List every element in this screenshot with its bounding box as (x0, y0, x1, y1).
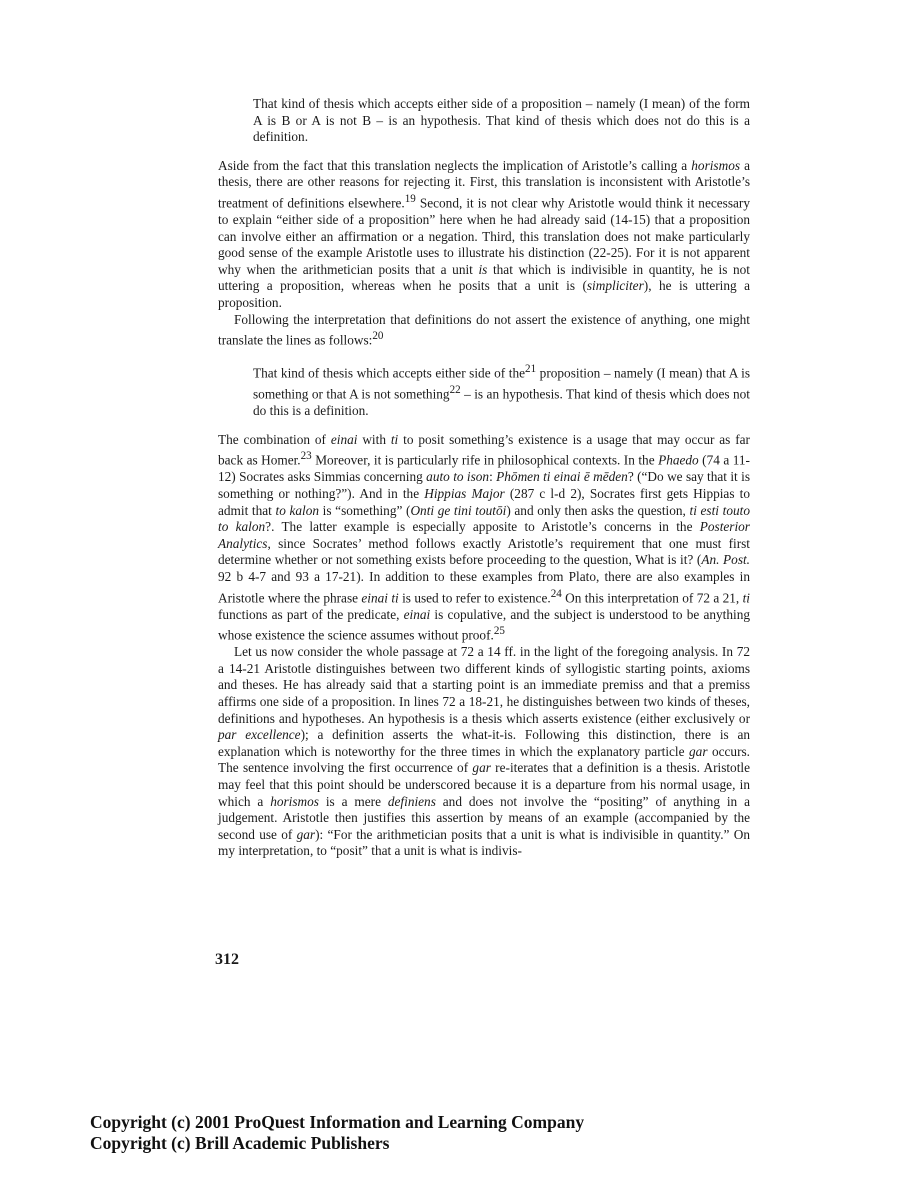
block-quote: That kind of thesis which accepts either side of the$^{21}$ proposition – namely (I mean) that A is something or that A is not something$^{22}$ – is an hypothesis. That kind of thesis which does not do this is a definition. (253, 363, 750, 419)
copyright-block (90, 1112, 584, 1154)
block-quote: That kind of thesis which accepts either side of a proposition – namely (I mean) of the form A is B or A is not B – is an hypothesis. That kind of thesis which does not do this is a definition. (253, 96, 750, 145)
body-paragraph: The combination of einai with ti to posit something’s existence is a usage that may occur as far back as Homer.$^{23}$ Moreover, it is particularly rife in philosophical contexts. In the Phaedo (74 a 11-12) Socrates asks Simmias concerning auto to ison: Phōmen ti einai ē mēden? (“Do we say that it is something or nothing?”). And in the Hippias Major (287 c l-d 2), Socrates first gets Hippias to admit that to kalon is “something” (Onti ge tini toutōi) and only then asks the question, ti esti touto to kalon?. The latter example is especially apposite to Aristotle’s concerns in the Posterior Analytics, since Socrates’ method follows exactly Aristotle’s requirement that one must first determine whether or not something exists before proceeding to the question, What is it? (An. Post. 92 b 4-7 and 93 a 17-21). In addition to these examples from Plato, there are also examples in Aristotle where the phrase einai ti is used to refer to existence.$^{24}$ On this interpretation of 72 a 21, ti functions as part of the predicate, einai is copulative, and the subject is understood to be anything whose existence the science assumes without proof.$^{25}$ (218, 431, 751, 643)
page-number: 312 (215, 951, 239, 968)
body-paragraph: Aside from the fact that this translation neglects the implication of Aristotle’s calling a horismos a thesis, there are other reasons for rejecting it. First, this translation is inconsistent with Aristotle’s treatment of definitions elsewhere.$^{19}$ Second, it is not clear why Aristotle would think it necessary to explain “either side of a proposition” here when he had already said (14-15) that a proposition can involve either an affirmation or a negation. Third, this translation does not make particularly good sense of the example Aristotle uses to illustrate his distinction (22-25). For it is not apparent why when the arithmetician posits that a unit is that which is indivisible in quantity, he is not uttering a proposition, whereas when he posits that a unit is (simpliciter), he is uttering a proposition. (218, 157, 751, 310)
body-paragraph: Let us now consider the whole passage at 72 a 14 ff. in the light of the foregoing analysis. In 72 a 14-21 Aristotle distinguishes between two different kinds of syllogistic starting points, axioms and theses. He has already said that a starting point is an immediate premiss and that a premiss affirms one side of a proposition. In lines 72 a 18-21, he distinguishes between two kinds of theses, definitions and hypotheses. An hypothesis is a thesis which asserts existence (either exclusively or par excellence); a definition asserts the what-it-is. Following this distinction, there is an explanation which is noteworthy for the three times in which the explanatory particle gar occurs. The sentence involving the first occurrence of gar re-iterates that a definition is a thesis. Aristotle may feel that this point should be underscored because it is a departure from his normal usage, in which a horismos is a mere definiens and does not involve the “positing” of anything in a judgement. Aristotle then justifies this assertion by means of an example (accompanied by the second use of gar): “For the arithmetician posits that a unit is what is indivisible in quantity.” On my interpretation, to “posit” that a unit is what is indivis- (218, 644, 751, 859)
page-body (218, 96, 750, 860)
copyright-line-proquest: Copyright (c) 2001 ProQuest Information and Learning Company (90, 1112, 585, 1132)
body-paragraph: Following the interpretation that definitions do not assert the existence of anything, one might translate the lines as follows:$^{20}$ (218, 311, 750, 348)
copyright-line-brill: Copyright (c) Brill Academic Publishers (90, 1133, 390, 1153)
